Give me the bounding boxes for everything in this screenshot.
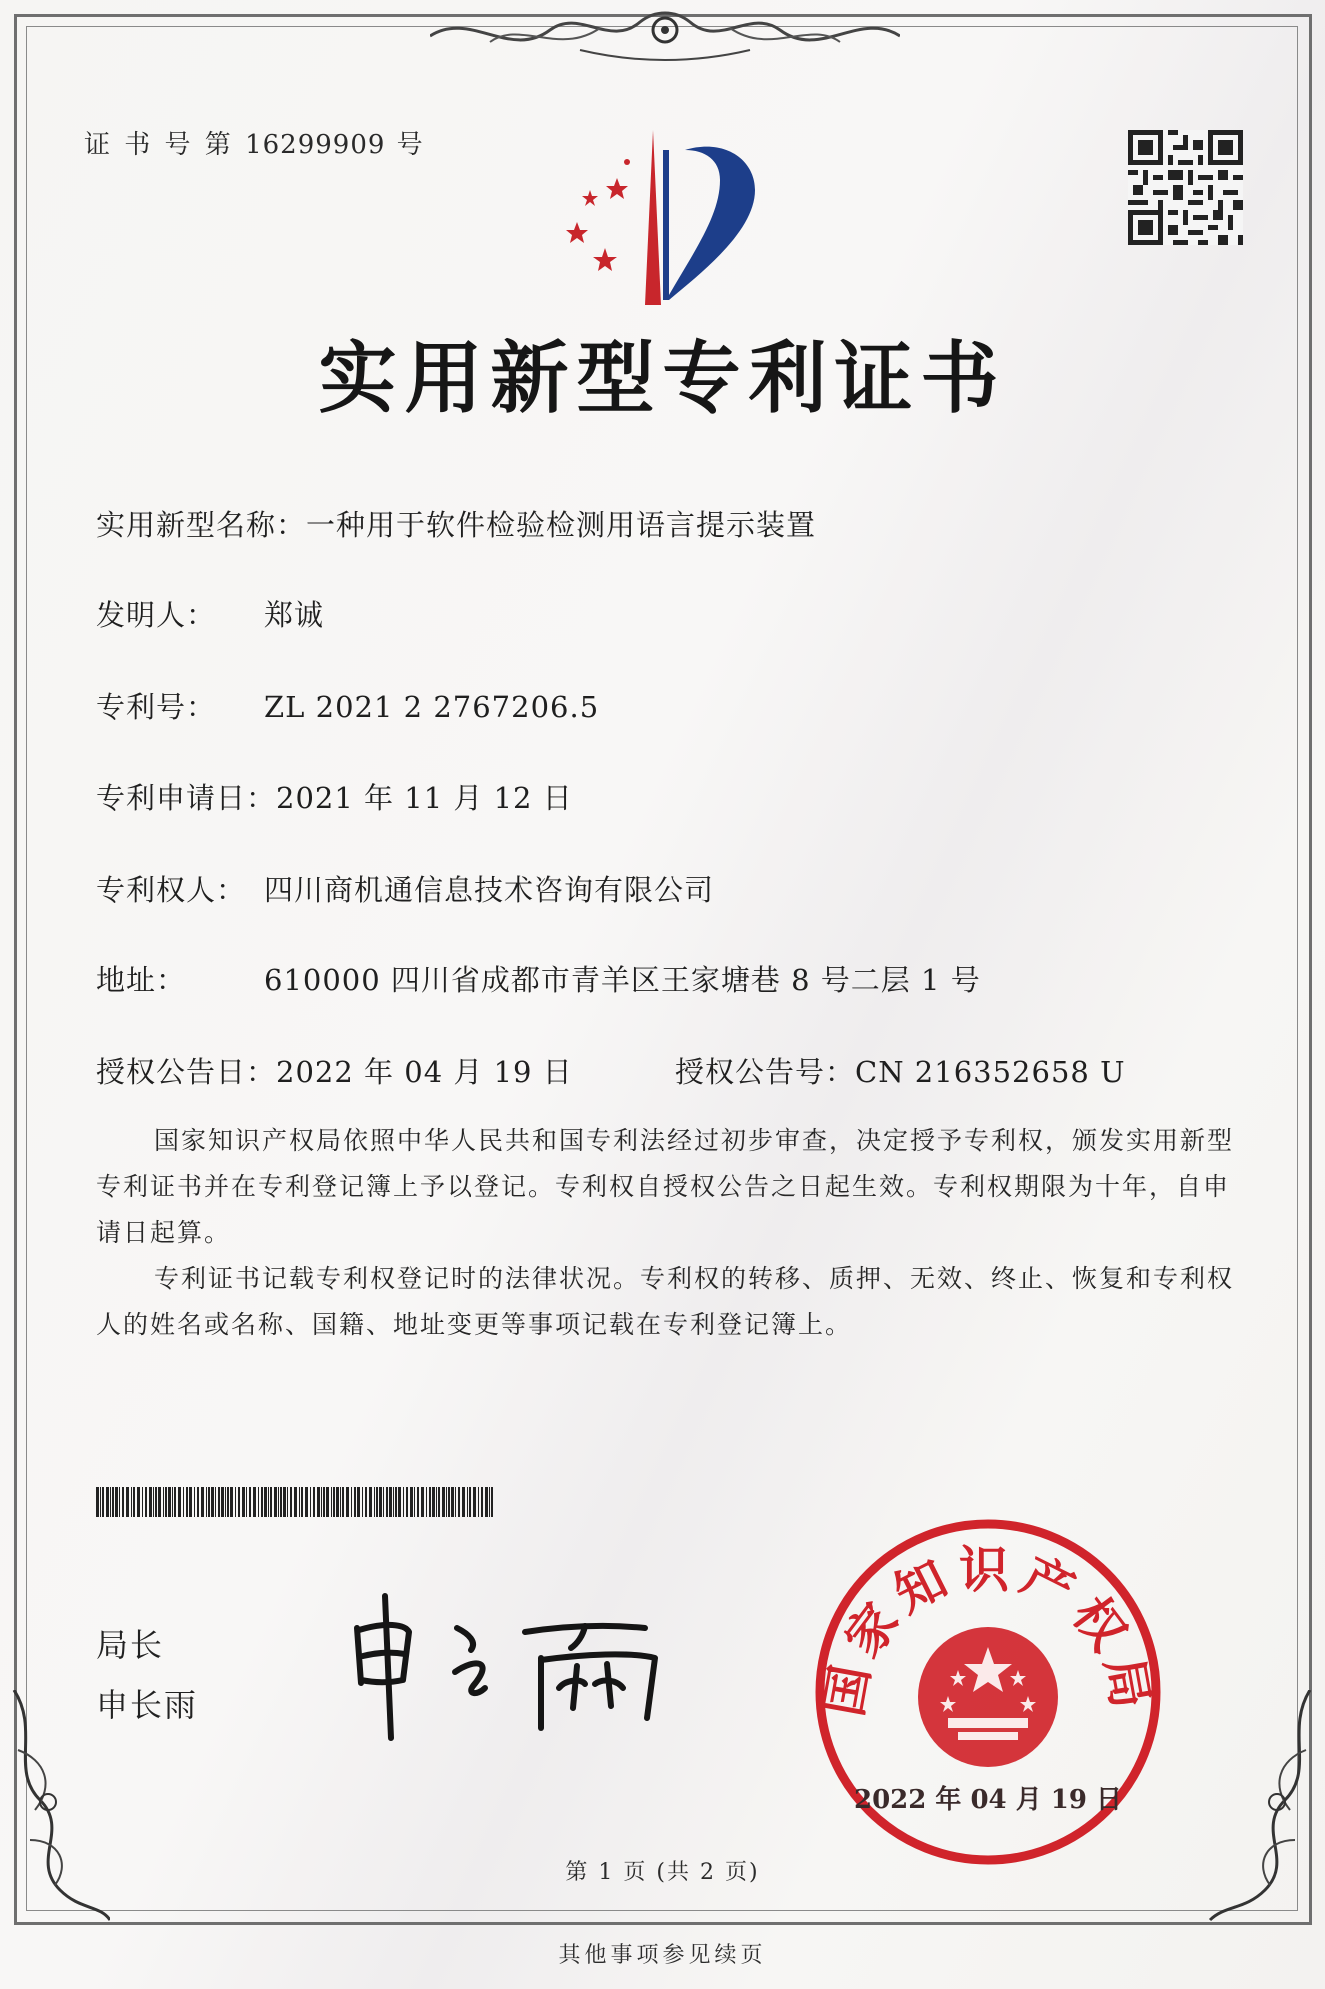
barcode-bar	[102, 1487, 104, 1517]
barcode-bar	[365, 1487, 367, 1517]
barcode-bar	[313, 1487, 315, 1517]
barcode-bar	[183, 1487, 184, 1517]
barcode-bar	[112, 1487, 114, 1517]
barcode-bar	[462, 1487, 465, 1517]
barcode-bar	[211, 1487, 214, 1517]
barcode-bar	[354, 1487, 356, 1517]
barcode-bar	[448, 1487, 450, 1517]
inventor-value: 郑诚	[264, 598, 325, 632]
grant-number-row	[675, 1050, 1126, 1091]
address-row	[96, 958, 981, 999]
barcode-bar	[393, 1487, 394, 1517]
statement-paragraph-2: 专利证书记载专利权登记时的法律状况。专利权的转移、质押、无效、终止、恢复和专利权人的姓名或名称、国籍、地址变更等事项记载在专利登记簿上。	[96, 1264, 1235, 1339]
barcode-bar	[287, 1487, 288, 1517]
patent-number-row	[96, 685, 599, 726]
barcode-bar	[122, 1487, 124, 1517]
barcode-bar	[442, 1487, 445, 1517]
barcode-bar	[131, 1487, 132, 1517]
barcode-bar	[386, 1487, 388, 1517]
barcode-bar	[258, 1487, 259, 1517]
patent-number-label: 专利号：	[96, 690, 217, 724]
barcode-bar	[331, 1487, 332, 1517]
certificate-statement	[96, 1118, 1256, 1348]
certificate-number-label: 证 书 号 第	[84, 130, 234, 160]
statement-paragraph-1: 国家知识产权局依照中华人民共和国专利法经过初步审查，决定授予专利权，颁发实用新型专利证书并在专利登记簿上予以登记。专利权自授权公告之日起生效。专利权期限为十年，自申请日起算。	[96, 1126, 1235, 1247]
address-value: 610000 四川省成都市青羊区王家塘巷 8 号二层 1 号	[264, 963, 981, 997]
director-title: 局长	[96, 1626, 165, 1664]
barcode-bar	[278, 1487, 279, 1517]
top-ornament	[430, 0, 900, 64]
barcode-bar	[201, 1487, 204, 1517]
barcode-bar	[429, 1487, 431, 1517]
barcode-bar	[225, 1487, 226, 1517]
address-label: 地址：	[96, 963, 187, 997]
patentee-row	[96, 868, 714, 909]
barcode-bar	[395, 1487, 397, 1517]
barcode-bar	[383, 1487, 384, 1517]
barcode-bar	[149, 1487, 152, 1517]
barcode-bar	[305, 1487, 308, 1517]
barcode-bar	[333, 1487, 335, 1517]
barcode-bar	[290, 1487, 292, 1517]
barcode-bar	[351, 1487, 352, 1517]
barcode-bar	[230, 1487, 233, 1517]
barcode-bar	[268, 1487, 269, 1517]
barcode-bar	[221, 1487, 224, 1517]
barcode-bar	[374, 1487, 375, 1517]
barcode-bar	[178, 1487, 181, 1517]
barcode-bar	[458, 1487, 460, 1517]
barcode-bar	[326, 1487, 329, 1517]
barcode-bar	[414, 1487, 415, 1517]
inventor-label: 发明人：	[96, 598, 217, 632]
barcode-bar	[145, 1487, 147, 1517]
barcode-bar	[301, 1487, 303, 1517]
barcode-bar	[491, 1487, 493, 1517]
barcode-bar	[206, 1487, 207, 1517]
barcode	[96, 1487, 494, 1517]
barcode-bar	[340, 1487, 341, 1517]
utility-model-name-row	[96, 503, 816, 544]
page-indicator: 第 1 页 (共 2 页)	[565, 1860, 760, 1885]
barcode-bar	[110, 1487, 111, 1517]
grant-date-label: 授权公告日：	[96, 1055, 277, 1089]
seal-date: 2022 年 04 月 19 日	[854, 1785, 1122, 1815]
barcode-bar	[249, 1487, 251, 1517]
barcode-bar	[403, 1487, 404, 1517]
barcode-bar	[133, 1487, 135, 1517]
certificate-number-value: 16299909	[245, 130, 386, 160]
barcode-bar	[438, 1487, 440, 1517]
barcode-bar	[197, 1487, 199, 1517]
grant-date-value: 2022 年 04 月 19 日	[276, 1055, 573, 1089]
certificate-number-suffix: 号	[396, 130, 426, 160]
barcode-bar	[455, 1487, 456, 1517]
barcode-bar	[115, 1487, 118, 1517]
barcode-bar	[379, 1487, 382, 1517]
barcode-bar	[235, 1487, 236, 1517]
barcode-bar	[106, 1487, 109, 1517]
bottom-right-ornament	[1200, 1690, 1325, 1930]
director-name: 申长雨	[96, 1686, 199, 1724]
barcode-bar	[436, 1487, 437, 1517]
barcode-bar	[336, 1487, 339, 1517]
barcode-bar	[246, 1487, 247, 1517]
barcode-bar	[421, 1487, 424, 1517]
barcode-bar	[194, 1487, 195, 1517]
barcode-bar	[357, 1487, 360, 1517]
barcode-bar	[100, 1487, 101, 1517]
barcode-bar	[165, 1487, 167, 1517]
barcode-bar	[432, 1487, 435, 1517]
barcode-bar	[376, 1487, 378, 1517]
barcode-bar	[155, 1487, 157, 1517]
inventor-row	[96, 593, 324, 634]
barcode-bar	[451, 1487, 454, 1517]
continuation-note: 其他事项参见续页	[558, 1943, 767, 1968]
barcode-bar	[398, 1487, 401, 1517]
barcode-bar	[426, 1487, 427, 1517]
barcode-bar	[218, 1487, 220, 1517]
barcode-bar	[274, 1487, 277, 1517]
grant-date-row	[96, 1050, 573, 1091]
utility-model-name-label: 实用新型名称：	[96, 508, 307, 542]
barcode-bar	[253, 1487, 256, 1517]
utility-model-name-value: 一种用于软件检验检测用语言提示装置	[306, 508, 817, 542]
barcode-bar	[406, 1487, 408, 1517]
patent-number-value: ZL 2021 2 2767206.5	[264, 690, 600, 724]
filing-date-row	[96, 776, 573, 817]
barcode-bar	[119, 1487, 120, 1517]
barcode-bar	[317, 1487, 320, 1517]
barcode-bar	[238, 1487, 240, 1517]
barcode-bar	[208, 1487, 210, 1517]
barcode-bar	[310, 1487, 311, 1517]
grant-number-label: 授权公告号：	[675, 1055, 856, 1089]
barcode-bar	[294, 1487, 297, 1517]
barcode-bar	[137, 1487, 140, 1517]
seal-text: 国家知识产权局	[814, 1541, 1162, 1721]
barcode-bar	[186, 1487, 188, 1517]
barcode-bar	[283, 1487, 286, 1517]
barcode-bar	[485, 1487, 488, 1517]
barcode-bar	[158, 1487, 161, 1517]
grant-number-value: CN 216352658 U	[855, 1055, 1126, 1089]
barcode-bar	[163, 1487, 164, 1517]
barcode-bar	[126, 1487, 129, 1517]
barcode-bar	[153, 1487, 154, 1517]
barcode-bar	[172, 1487, 173, 1517]
barcode-bar	[469, 1487, 471, 1517]
barcode-bar	[478, 1487, 479, 1517]
barcode-bar	[242, 1487, 245, 1517]
certificate-title: 实用新型专利证书	[318, 334, 1007, 424]
barcode-bar	[467, 1487, 468, 1517]
qr-code	[1128, 130, 1243, 245]
official-seal	[808, 1512, 1168, 1872]
filing-date-value: 2021 年 11 月 12 日	[276, 781, 573, 815]
barcode-bar	[323, 1487, 325, 1517]
barcode-bar	[417, 1487, 419, 1517]
barcode-bar	[473, 1487, 476, 1517]
barcode-bar	[346, 1487, 349, 1517]
barcode-bar	[270, 1487, 272, 1517]
barcode-bar	[321, 1487, 322, 1517]
barcode-bar	[446, 1487, 447, 1517]
barcode-bar	[489, 1487, 490, 1517]
filing-date-label: 专利申请日：	[96, 781, 277, 815]
director-signature	[345, 1588, 685, 1748]
barcode-bar	[369, 1487, 372, 1517]
barcode-bar	[299, 1487, 300, 1517]
barcode-bar	[189, 1487, 192, 1517]
barcode-bar	[481, 1487, 483, 1517]
bottom-left-ornament	[0, 1690, 110, 1930]
barcode-bar	[280, 1487, 282, 1517]
barcode-bar	[215, 1487, 216, 1517]
barcode-bar	[142, 1487, 143, 1517]
barcode-bar	[174, 1487, 176, 1517]
barcode-bar	[261, 1487, 263, 1517]
cnipa-logo	[545, 120, 785, 310]
barcode-bar	[168, 1487, 171, 1517]
barcode-bar	[389, 1487, 392, 1517]
barcode-bar	[96, 1487, 99, 1517]
barcode-bar	[362, 1487, 363, 1517]
barcode-bar	[342, 1487, 344, 1517]
barcode-bar	[264, 1487, 267, 1517]
barcode-bar	[227, 1487, 229, 1517]
patentee-value: 四川商机通信息技术咨询有限公司	[264, 873, 715, 907]
barcode-bar	[410, 1487, 413, 1517]
patentee-label: 专利权人：	[96, 873, 247, 907]
certificate-number	[84, 124, 426, 161]
